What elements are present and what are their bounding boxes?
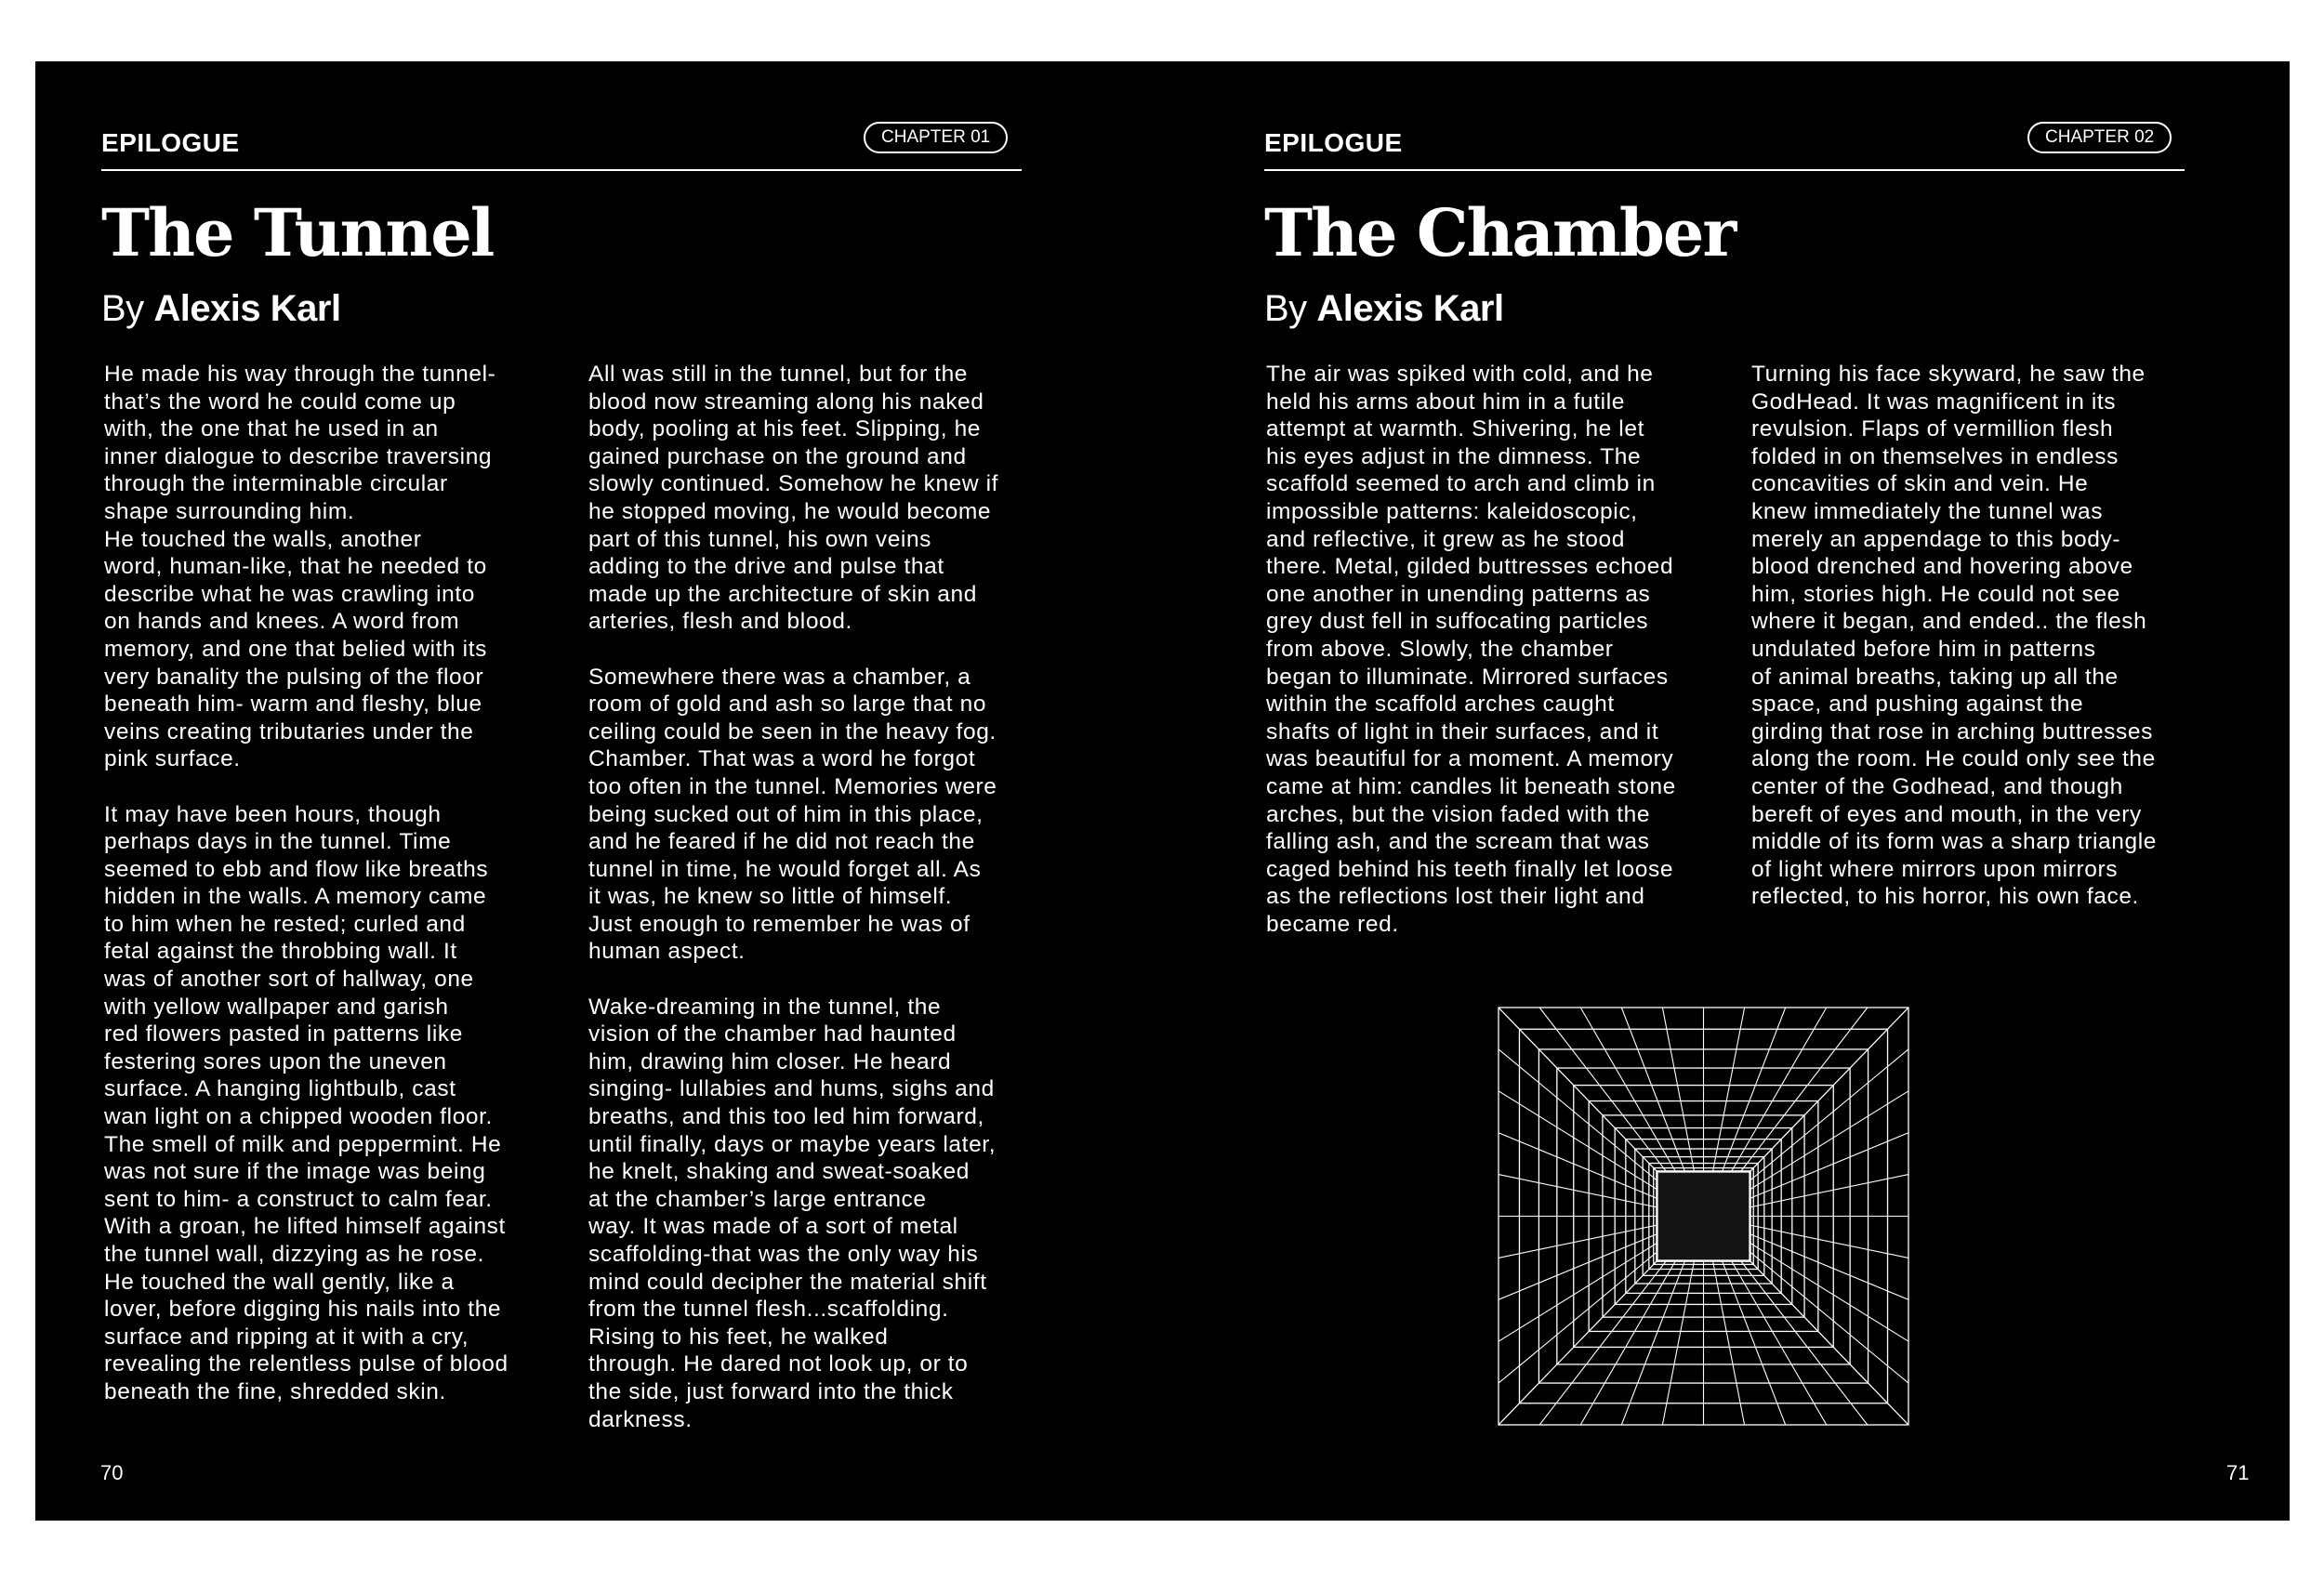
wireframe-tunnel-icon bbox=[1498, 1007, 1909, 1426]
section-label: EPILOGUE bbox=[101, 128, 240, 157]
byline-prefix: By bbox=[1264, 288, 1307, 329]
byline-prefix: By bbox=[101, 288, 144, 329]
chapter-badge: CHAPTER 01 bbox=[864, 122, 1008, 153]
magazine-spread bbox=[35, 61, 2290, 1521]
page-number: 71 bbox=[2226, 1461, 2250, 1484]
left-page bbox=[35, 61, 1162, 1521]
header-rule bbox=[1264, 169, 2185, 171]
article-column-2: Turning his face skyward, he saw the GodHead. It was magnificent in its revulsion. Flaps of vermillion flesh folded in on themselves in endless concavities of skin and vein. He knew immediately the tunnel was merely an appendage to this body- blood drenched and hovering above him, stories high. He could not see where it began, and ended.. the flesh undulated before him in patterns of animal breaths, taking up all the space, and pushing against the girding that rose in arching buttresses along the room. He could only see the center of the Godhead, and though bereft of eyes and mouth, in the very middle of its form was a sharp triangle of light where mirrors upon mirrors reflected, to his horror, his own face. bbox=[1751, 362, 2157, 910]
byline-author: Alexis Karl bbox=[1316, 288, 1504, 329]
article-title: The Chamber bbox=[1264, 194, 1736, 271]
chapter-badge: CHAPTER 02 bbox=[2027, 122, 2172, 153]
byline bbox=[101, 290, 341, 327]
tunnel-vanishing-square bbox=[1657, 1172, 1750, 1260]
page-number: 70 bbox=[100, 1461, 124, 1484]
byline-author: Alexis Karl bbox=[153, 288, 341, 329]
article-column-1: The air was spiked with cold, and he held his arms about him in a futile attempt at warmth. Shivering, he let his eyes adjust in the dimness. The scaffold seemed to arch and climb in impossible patterns: kaleidoscopic, and reflective, it grew as he stood there. Metal, gilded buttresses echoed one another in unending patterns as grey dust fell in suffocating particles from above. Slowly, the chamber began to illuminate. Mirrored surfaces within the scaffold arches caught shafts of light in their surfaces, and it was beautiful for a moment. A memory came at him: candles lit beneath stone arches, but the vision faded with the falling ash, and the scream that was caged behind his teeth finally let loose as the reflections lost their light and became red. bbox=[1266, 362, 1676, 937]
section-label: EPILOGUE bbox=[1264, 128, 1403, 157]
article-column-2: All was still in the tunnel, but for the blood now streaming along his naked body, pooling at his feet. Slipping, he gained purchase on the ground and slowly continued. Somehow he knew if he stopped moving, he would become part of this tunnel, his own veins adding to the drive and pulse that made up the architecture of skin and arteries, flesh and blood. Somewhere there was a chamber, a room of gold and ash so large that no ceiling could be seen in the heavy fog. Chamber. That was a word he forgot too often in the tunnel. Memories were being sucked out of him in this place, and he feared if he did not reach the tunnel in time, he would forget all. As it was, he knew so little of himself. Just enough to remember he was of human aspect. Wake-dreaming in the tunnel, the vision of the chamber had haunted him, drawing him closer. He heard singing- lullabies and hums, sighs and breaths, and this too led him forward, until finally, days or maybe years later, he knelt, shaking and sweat-soaked at the chamber’s large entrance way. It was made of a sort of metal scaffolding-that was the only way his mind could decipher the material shift from the tunnel flesh...scaffolding. Rising to his feet, he walked through. He dared not look up, or to the side, just forward into the thick darkness. bbox=[588, 362, 999, 1432]
byline bbox=[1264, 290, 1504, 327]
article-column-1: He made his way through the tunnel- that’s the word he could come up with, the one that he used in an inner dialogue to describe traversing through the interminable circular shape surrounding him. He touched the walls, another word, human-like, that he needed to describe what he was crawling into on hands and knees. A word from memory, and one that belied with its very banality the pulsing of the floor beneath him- warm and fleshy, blue veins creating tributaries under the pink surface. It may have been hours, though perhaps days in the tunnel. Time seemed to ebb and flow like breaths hidden in the walls. A memory came to him when he rested; curled and fetal against the throbbing wall. It was of another sort of hallway, one with yellow wallpaper and garish red flowers pasted in patterns like festering sores upon the uneven surface. A hanging lightbulb, cast wan light on a chipped wooden floor. The smell of milk and peppermint. He was not sure if the image was being sent to him- a construct to calm fear. With a groan, he lifted himself against the tunnel wall, dizzying as he rose. He touched the wall gently, like a lover, before digging his nails into the surface and ripping at it with a cry, revealing the relentless pulse of blood beneath the fine, shredded skin. bbox=[104, 362, 508, 1404]
article-title: The Tunnel bbox=[101, 194, 494, 271]
tunnel-illustration bbox=[1498, 1007, 1909, 1426]
header-rule bbox=[101, 169, 1022, 171]
